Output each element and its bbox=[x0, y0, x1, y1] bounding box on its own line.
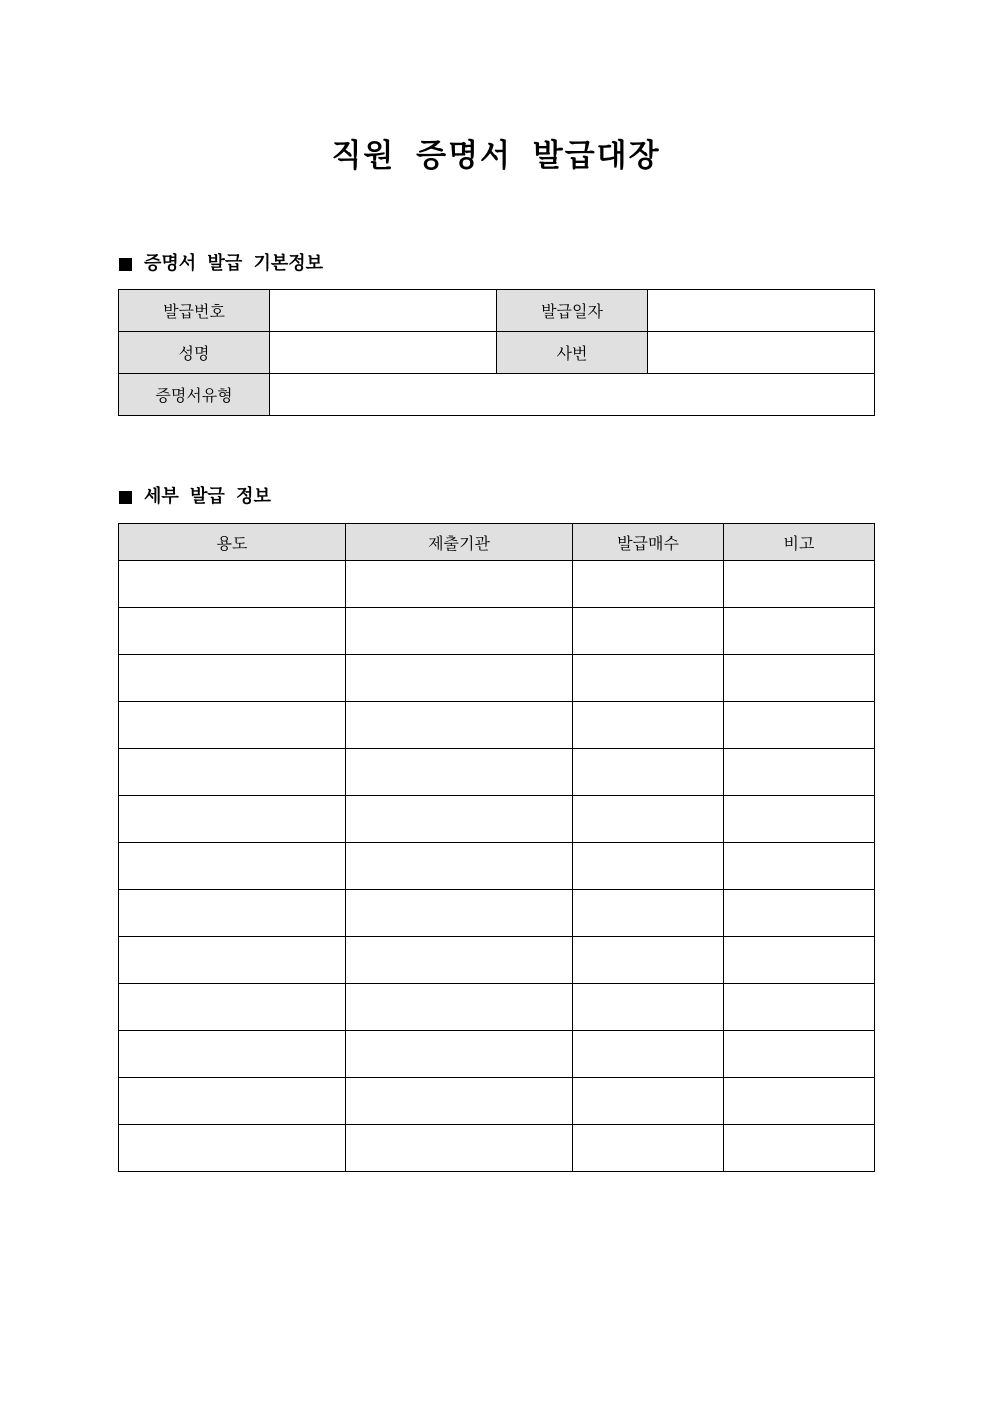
remarks-cell[interactable] bbox=[724, 608, 875, 655]
section-heading-detail-info bbox=[119, 485, 271, 509]
purpose-cell[interactable] bbox=[119, 843, 346, 890]
copies-cell[interactable] bbox=[573, 1078, 724, 1125]
purpose-cell[interactable] bbox=[119, 1125, 346, 1172]
purpose-cell[interactable] bbox=[119, 1078, 346, 1125]
institution-cell[interactable] bbox=[346, 702, 573, 749]
table-row bbox=[119, 1078, 875, 1125]
remarks-cell[interactable] bbox=[724, 984, 875, 1031]
remarks-cell[interactable] bbox=[724, 1031, 875, 1078]
table-row bbox=[119, 332, 875, 374]
column-header-copies: 발급매수 bbox=[573, 524, 724, 561]
copies-cell[interactable] bbox=[573, 843, 724, 890]
square-bullet-icon bbox=[119, 491, 132, 504]
purpose-cell[interactable] bbox=[119, 749, 346, 796]
column-header-purpose: 용도 bbox=[119, 524, 346, 561]
table-row bbox=[119, 702, 875, 749]
remarks-cell[interactable] bbox=[724, 890, 875, 937]
name-field[interactable] bbox=[270, 332, 497, 374]
table-header-row bbox=[119, 524, 875, 561]
table-row bbox=[119, 1125, 875, 1172]
purpose-cell[interactable] bbox=[119, 702, 346, 749]
detail-info-table bbox=[118, 523, 875, 1172]
copies-cell[interactable] bbox=[573, 1031, 724, 1078]
institution-cell[interactable] bbox=[346, 1078, 573, 1125]
copies-cell[interactable] bbox=[573, 937, 724, 984]
institution-cell[interactable] bbox=[346, 796, 573, 843]
table-row bbox=[119, 890, 875, 937]
copies-cell[interactable] bbox=[573, 796, 724, 843]
basic-info-table bbox=[118, 289, 875, 416]
institution-cell[interactable] bbox=[346, 843, 573, 890]
purpose-cell[interactable] bbox=[119, 655, 346, 702]
column-header-institution: 제출기관 bbox=[346, 524, 573, 561]
section-heading-basic-info bbox=[119, 252, 323, 276]
copies-cell[interactable] bbox=[573, 655, 724, 702]
copies-cell[interactable] bbox=[573, 984, 724, 1031]
table-row bbox=[119, 561, 875, 608]
table-row bbox=[119, 843, 875, 890]
issue-date-field[interactable] bbox=[648, 290, 875, 332]
certificate-type-field[interactable] bbox=[270, 374, 875, 416]
square-bullet-icon bbox=[119, 258, 132, 271]
institution-cell[interactable] bbox=[346, 749, 573, 796]
issue-number-field[interactable] bbox=[270, 290, 497, 332]
table-row bbox=[119, 374, 875, 416]
section-heading-label: 세부 발급 정보 bbox=[144, 486, 271, 507]
remarks-cell[interactable] bbox=[724, 749, 875, 796]
remarks-cell[interactable] bbox=[724, 796, 875, 843]
remarks-cell[interactable] bbox=[724, 702, 875, 749]
copies-cell[interactable] bbox=[573, 749, 724, 796]
institution-cell[interactable] bbox=[346, 984, 573, 1031]
table-row bbox=[119, 655, 875, 702]
issue-date-label: 발급일자 bbox=[497, 290, 648, 332]
issue-number-label: 발급번호 bbox=[119, 290, 270, 332]
institution-cell[interactable] bbox=[346, 608, 573, 655]
column-header-remarks: 비고 bbox=[724, 524, 875, 561]
purpose-cell[interactable] bbox=[119, 890, 346, 937]
remarks-cell[interactable] bbox=[724, 655, 875, 702]
table-row bbox=[119, 608, 875, 655]
copies-cell[interactable] bbox=[573, 890, 724, 937]
remarks-cell[interactable] bbox=[724, 561, 875, 608]
employee-id-field[interactable] bbox=[648, 332, 875, 374]
certificate-type-label: 증명서유형 bbox=[119, 374, 270, 416]
copies-cell[interactable] bbox=[573, 702, 724, 749]
remarks-cell[interactable] bbox=[724, 1125, 875, 1172]
institution-cell[interactable] bbox=[346, 561, 573, 608]
section-heading-label: 증명서 발급 기본정보 bbox=[144, 253, 324, 274]
purpose-cell[interactable] bbox=[119, 937, 346, 984]
institution-cell[interactable] bbox=[346, 1125, 573, 1172]
remarks-cell[interactable] bbox=[724, 843, 875, 890]
copies-cell[interactable] bbox=[573, 608, 724, 655]
institution-cell[interactable] bbox=[346, 890, 573, 937]
table-row bbox=[119, 984, 875, 1031]
purpose-cell[interactable] bbox=[119, 796, 346, 843]
employee-id-label: 사번 bbox=[497, 332, 648, 374]
purpose-cell[interactable] bbox=[119, 1031, 346, 1078]
purpose-cell[interactable] bbox=[119, 561, 346, 608]
institution-cell[interactable] bbox=[346, 1031, 573, 1078]
page-title: 직원 증명서 발급대장 bbox=[331, 138, 661, 174]
copies-cell[interactable] bbox=[573, 1125, 724, 1172]
table-row bbox=[119, 796, 875, 843]
copies-cell[interactable] bbox=[573, 561, 724, 608]
institution-cell[interactable] bbox=[346, 655, 573, 702]
remarks-cell[interactable] bbox=[724, 1078, 875, 1125]
table-row bbox=[119, 937, 875, 984]
table-row bbox=[119, 749, 875, 796]
table-row bbox=[119, 290, 875, 332]
table-row bbox=[119, 1031, 875, 1078]
purpose-cell[interactable] bbox=[119, 984, 346, 1031]
name-label: 성명 bbox=[119, 332, 270, 374]
institution-cell[interactable] bbox=[346, 937, 573, 984]
purpose-cell[interactable] bbox=[119, 608, 346, 655]
remarks-cell[interactable] bbox=[724, 937, 875, 984]
